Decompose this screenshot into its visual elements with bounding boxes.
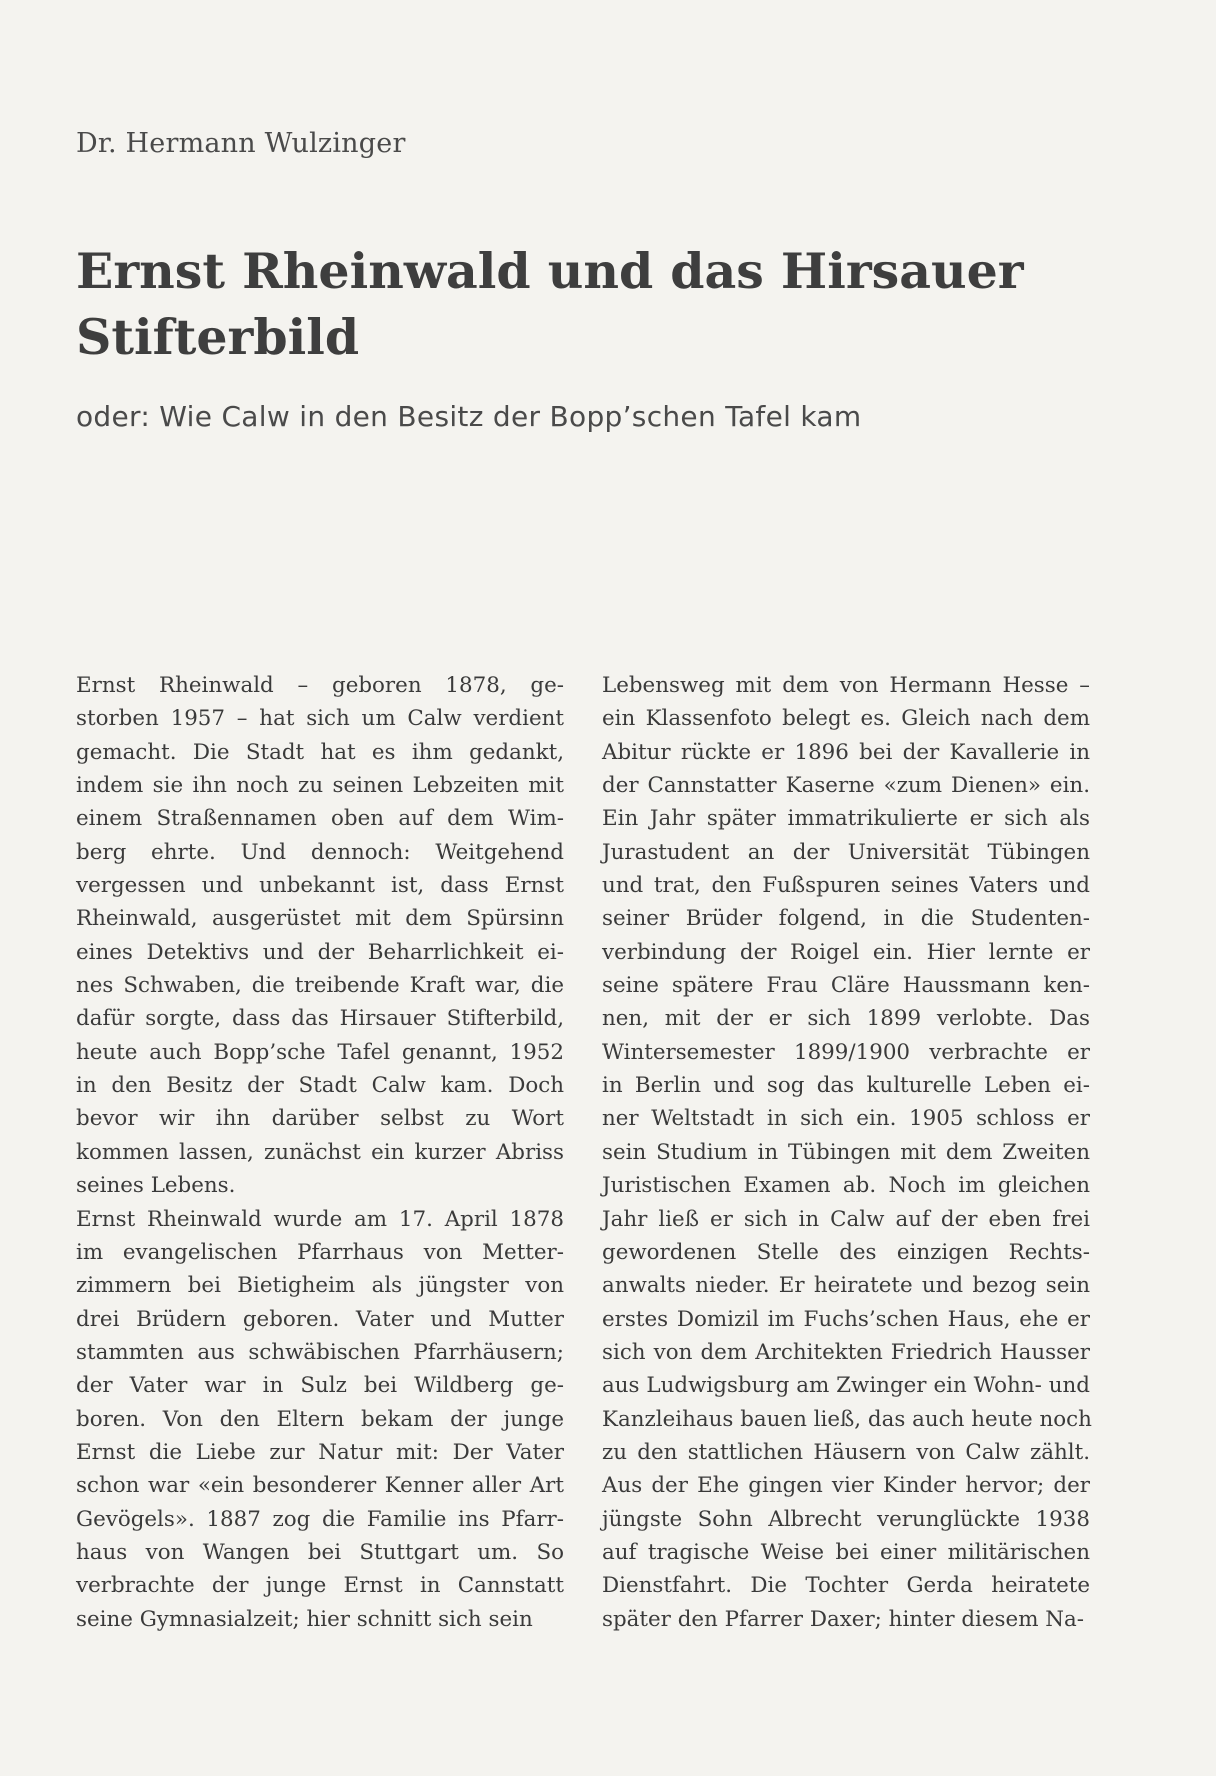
body-text-line: erstes Domizil im Fuchs’schen Haus, ehe er bbox=[602, 1306, 1090, 1332]
body-text-line: gemacht. Die Stadt hat es ihm gedankt, bbox=[76, 739, 564, 765]
body-text-line: kommen lassen, zunächst ein kurzer Abriss bbox=[76, 1139, 564, 1165]
article-title bbox=[76, 238, 1076, 370]
body-text-line: der Cannstatter Kaserne «zum Dienen» ein. bbox=[602, 773, 1090, 799]
body-text-line: drei Brüdern geboren. Vater und Mutter bbox=[76, 1306, 564, 1332]
body-text-line: boren. Von den Eltern bekam der junge bbox=[76, 1406, 564, 1432]
body-text-line: storben 1957 – hat sich um Calw verdient bbox=[76, 706, 564, 732]
body-text-line: Dienstfahrt. Die Tochter Gerda heiratete bbox=[602, 1573, 1090, 1599]
body-text-line: Ernst Rheinwald wurde am 17. April 1878 bbox=[76, 1206, 564, 1232]
body-text-line: verbrachte der junge Ernst in Cannstatt bbox=[76, 1573, 564, 1599]
body-text-line: sich von dem Architekten Friedrich Hausser bbox=[602, 1339, 1090, 1365]
body-text-line: Jurastudent an der Universität Tübingen bbox=[602, 839, 1090, 865]
body-text-line: ner Weltstadt in sich ein. 1905 schloss er bbox=[602, 1106, 1090, 1132]
body-text-line: Kanzleihaus bauen ließ, das auch heute noch bbox=[602, 1406, 1092, 1432]
body-text-line: in Berlin und sog das kulturelle Leben ei- bbox=[602, 1073, 1090, 1099]
body-text-line: Wintersemester 1899/1900 verbrachte er bbox=[602, 1039, 1090, 1065]
body-text-line: anwalts nieder. Er heiratete und bezog sein bbox=[602, 1273, 1090, 1299]
body-text-line: sein Studium in Tübingen mit dem Zweiten bbox=[602, 1139, 1090, 1165]
body-text-line: ein Klassenfoto belegt es. Gleich nach dem bbox=[602, 706, 1090, 732]
body-text-line: Abitur rückte er 1896 bei der Kavallerie in bbox=[602, 739, 1090, 765]
body-text-line: der Vater war in Sulz bei Wildberg ge- bbox=[76, 1373, 564, 1399]
article-title-line-1: Ernst Rheinwald und das Hirsauer bbox=[76, 242, 1024, 300]
body-text-line: vergessen und unbekannt ist, dass Ernst bbox=[76, 873, 564, 899]
body-text-line: dafür sorgte, dass das Hirsauer Stifterbild, bbox=[76, 1006, 564, 1032]
body-text-line: jüngste Sohn Albrecht verunglückte 1938 bbox=[602, 1506, 1090, 1532]
body-text-line: heute auch Bopp’sche Tafel genannt, 1952 bbox=[76, 1039, 564, 1065]
body-text-line: aus Ludwigsburg am Zwinger ein Wohn- und bbox=[602, 1373, 1090, 1399]
body-text-line: seine Gymnasialzeit; hier schnitt sich sein bbox=[76, 1606, 533, 1632]
body-text-line: berg ehrte. Und dennoch: Weitgehend bbox=[76, 839, 564, 865]
body-text-line: Ernst die Liebe zur Natur mit: Der Vater bbox=[76, 1439, 564, 1465]
body-text-line: später den Pfarrer Daxer; hinter diesem Na- bbox=[602, 1606, 1084, 1632]
author-name: Dr. Hermann Wulzinger bbox=[76, 128, 406, 159]
body-text-line: im evangelischen Pfarrhaus von Metter- bbox=[76, 1239, 564, 1265]
body-text-line: Lebensweg mit dem von Hermann Hesse – bbox=[602, 673, 1090, 698]
body-text-line: auf tragische Weise bei einer militärischen bbox=[602, 1539, 1090, 1565]
body-text-line: zu den stattlichen Häusern von Calw zählt. bbox=[602, 1439, 1090, 1465]
body-text-line: schon war «ein besonderer Kenner aller Art bbox=[76, 1473, 564, 1499]
body-text-line: bevor wir ihn darüber selbst zu Wort bbox=[76, 1106, 564, 1132]
body-text-line: und trat, den Fußspuren seines Vaters und bbox=[602, 873, 1090, 899]
body-column-left bbox=[76, 669, 564, 1636]
body-text-line: seine spätere Frau Cläre Haussmann ken- bbox=[602, 973, 1090, 999]
body-text-line: Jahr ließ er sich in Calw auf der eben frei bbox=[602, 1206, 1090, 1232]
body-text-line: Rheinwald, ausgerüstet mit dem Spürsinn bbox=[76, 906, 564, 932]
body-text-line: eines Detektivs und der Beharrlichkeit ei- bbox=[76, 939, 564, 965]
body-text-line: nen, mit der er sich 1899 verlobte. Das bbox=[602, 1006, 1090, 1032]
body-text-line: Juristischen Examen ab. Noch im gleichen bbox=[602, 1173, 1090, 1199]
body-text-line: seines Lebens. bbox=[76, 1173, 236, 1199]
body-text-line: in den Besitz der Stadt Calw kam. Doch bbox=[76, 1073, 564, 1099]
body-text-line: indem sie ihn noch zu seinen Lebzeiten mit bbox=[76, 773, 564, 799]
body-text-line: Ein Jahr später immatrikulierte er sich als bbox=[602, 806, 1090, 832]
article-title-line-2: Stifterbild bbox=[76, 308, 360, 366]
body-column-right bbox=[602, 669, 1090, 1636]
body-text-line: gewordenen Stelle des einzigen Rechts- bbox=[602, 1239, 1090, 1265]
body-text-line: einem Straßennamen oben auf dem Wim- bbox=[76, 806, 564, 832]
body-text-line: Ernst Rheinwald – geboren 1878, ge- bbox=[76, 673, 564, 698]
body-text-line: stammten aus schwäbischen Pfarrhäusern; bbox=[76, 1339, 564, 1365]
body-text-line: Gevögels». 1887 zog die Familie ins Pfarr- bbox=[76, 1506, 564, 1532]
body-text-line: seiner Brüder folgend, in die Studenten- bbox=[602, 906, 1090, 932]
body-text-line: Aus der Ehe gingen vier Kinder hervor; der bbox=[602, 1473, 1090, 1499]
body-text-line: haus von Wangen bei Stuttgart um. So bbox=[76, 1539, 564, 1565]
body-text-line: verbindung der Roigel ein. Hier lernte er bbox=[602, 939, 1090, 965]
body-text-line: nes Schwaben, die treibende Kraft war, die bbox=[76, 973, 564, 999]
article-subtitle: oder: Wie Calw in den Besitz der Bopp’schen Tafel kam bbox=[76, 400, 862, 433]
body-text-line: zimmern bei Bietigheim als jüngster von bbox=[76, 1273, 564, 1299]
